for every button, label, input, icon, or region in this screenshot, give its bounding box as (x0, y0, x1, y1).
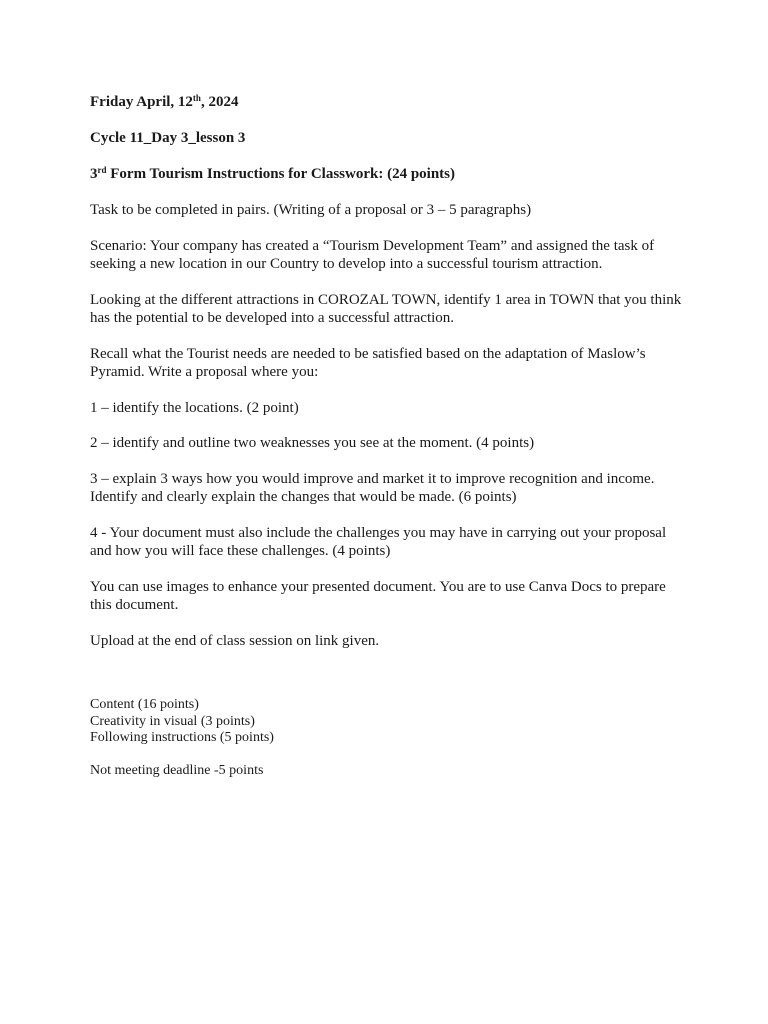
step-item: 3 – explain 3 ways how you would improve and market it to improve recognition and income. Identify and clearly explain the changes that would be made. (6 points) (90, 471, 655, 505)
step-item: 1 – identify the locations. (2 point) (90, 400, 299, 416)
images-note-paragraph: You can use images to enhance your presented document. You are to use Canva Docs to prepare this document. (90, 579, 666, 613)
date-year: , 2024 (200, 94, 239, 110)
upload-paragraph: Upload at the end of class session on link given. (90, 633, 380, 649)
recall-paragraph: Recall what the Tourist needs are needed to be satisfied based on the adaptation of Maslow’s Pyramid. Write a proposal where you: (90, 346, 646, 380)
title-form-number: 3 (90, 166, 98, 182)
looking-paragraph: Looking at the different attractions in COROZAL TOWN, identify 1 area in TOWN that you think has the potential to be developed into a successful attraction. (90, 292, 682, 326)
scenario-paragraph: Scenario: Your company has created a “Tourism Development Team” and assigned the task of seeking a new location in our Country to develop into a successful tourism attraction. (90, 238, 655, 272)
step-item: 4 - Your document must also include the challenges you may have in carrying out your proposal and how you will face these challenges. (4 points) (90, 525, 667, 559)
title-text: Form Tourism Instructions for Classwork: (24 points) (106, 166, 455, 182)
cycle-heading: Cycle 11_Day 3_lesson 3 (90, 130, 246, 146)
task-paragraph: Task to be completed in pairs. (Writing of a proposal or 3 – 5 paragraphs) (90, 202, 532, 218)
date-ordinal-suffix: th (192, 93, 201, 103)
rubric-item: Following instructions (5 points) (90, 730, 274, 745)
title-ordinal-suffix: rd (97, 165, 107, 175)
rubric-item: Content (16 points) (90, 697, 199, 712)
rubric-item: Creativity in visual (3 points) (90, 714, 255, 729)
assignment-title (90, 165, 690, 183)
step-item: 2 – identify and outline two weaknesses you see at the moment. (4 points) (90, 435, 535, 451)
date-text: Friday April, 12 (90, 94, 193, 110)
deadline-penalty: Not meeting deadline -5 points (90, 763, 264, 778)
date-heading (90, 93, 690, 111)
